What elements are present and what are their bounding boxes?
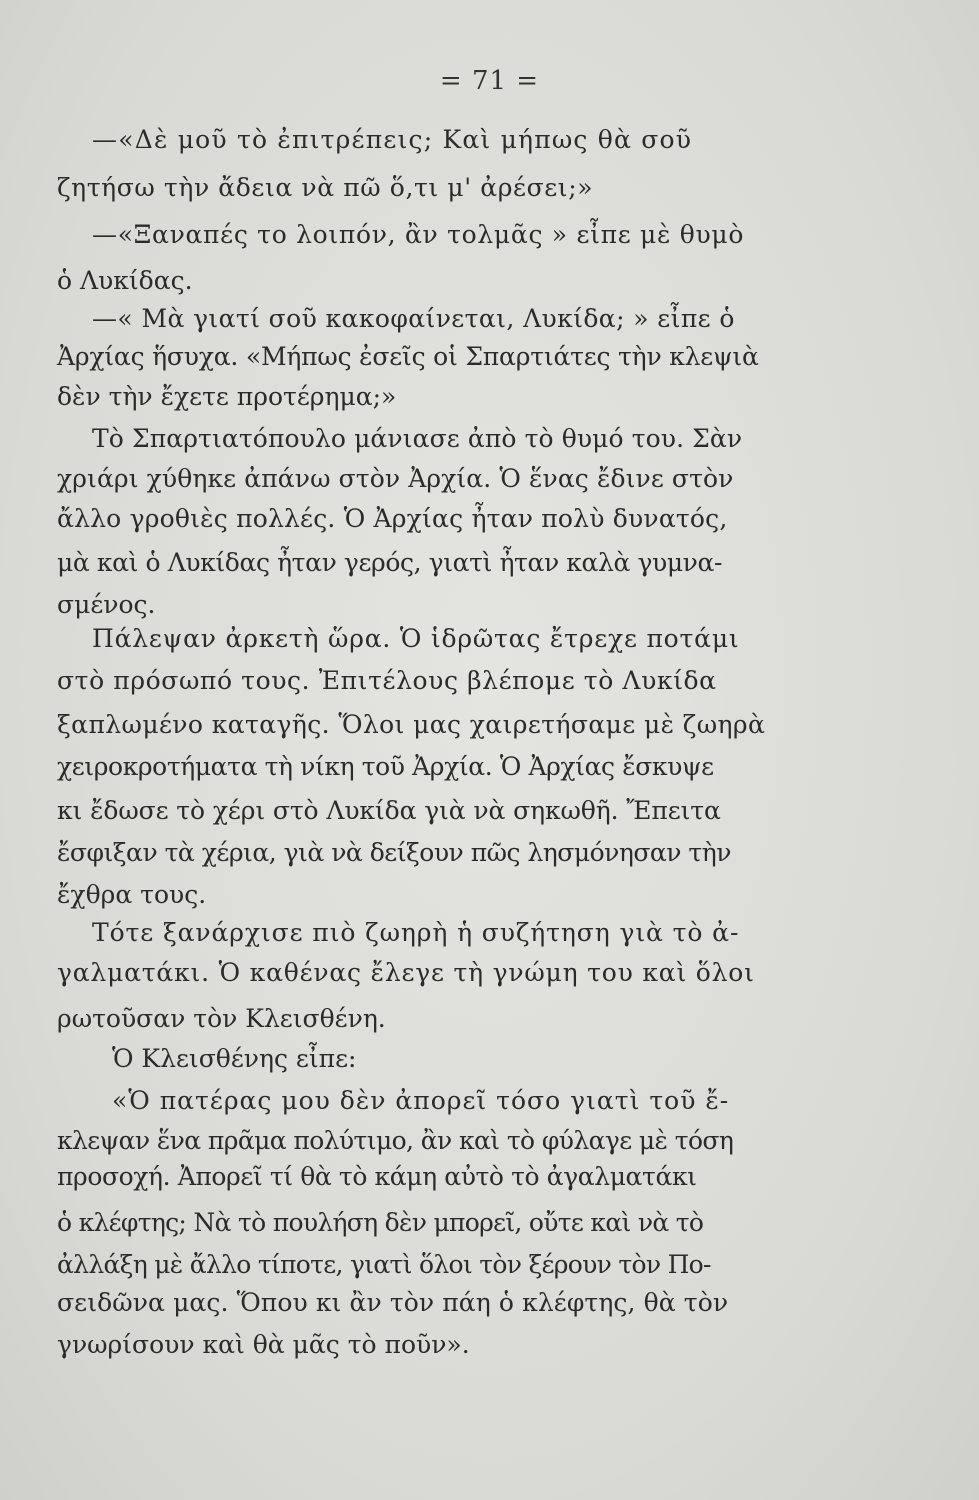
text-line: κι ἔδωσε τὸ χέρι στὸ Λυκίδα γιὰ νὰ σηκωθῆ. Ἔπειτα [57, 796, 721, 825]
text-line: ξαπλωμένο καταγῆς. Ὅλοι μας χαιρετήσαμε μὲ ζωηρὰ [57, 710, 766, 739]
text-line: ζητήσω τὴν ἄδεια νὰ πῶ ὅ,τι μ' ἀρέσει;» [57, 173, 594, 202]
text-line: Ὁ Κλεισθένης εἶπε: [112, 1044, 357, 1073]
text-line: —«Ξαναπές το λοιπόν, ἂν τολμᾶς » εἶπε μὲ θυμὸ [92, 220, 745, 249]
text-line: Ἀρχίας ἥσυχα. «Μήπως ἐσεῖς οἱ Σπαρτιάτες τὴν κλεψιὰ [57, 342, 759, 371]
text-line: ὁ Λυκίδας. [57, 266, 193, 295]
text-line: Τὸ Σπαρτιατόπουλο μάνιασε ἀπὸ τὸ θυμό του. Σὰν [92, 424, 743, 453]
text-line: σειδῶνα μας. Ὅπου κι ἂν τὸν πάη ὁ κλέφτης, θὰ τὸν [57, 1288, 729, 1317]
text-line: γαλματάκι. Ὁ καθένας ἔλεγε τὴ γνώμη του καὶ ὅλοι [57, 958, 755, 987]
text-line: —«Δὲ μοῦ τὸ ἐπιτρέπεις; Καὶ μήπως θὰ σοῦ [92, 125, 693, 154]
text-line: σμένος. [57, 590, 156, 619]
text-line: δὲν τὴν ἔχετε προτέρημα;» [57, 382, 397, 411]
text-line: ἀλλάξη μὲ ἄλλο τίποτε, γιατὶ ὅλοι τὸν ξέρουν τὸν Πο- [57, 1250, 711, 1279]
text-line: χριάρι χύθηκε ἀπάνω στὸν Ἀρχία. Ὁ ἕνας ἔδινε στὸν [57, 464, 734, 493]
text-line: γνωρίσουν καὶ θὰ μᾶς τὸ ποῦν». [57, 1330, 470, 1359]
text-line: χειροκροτήματα τὴ νίκη τοῦ Ἀρχία. Ὁ Ἀρχίας ἔσκυψε [57, 752, 714, 781]
text-line: Πάλεψαν ἀρκετὴ ὥρα. Ὁ ἱδρῶτας ἔτρεχε ποτάμι [92, 624, 740, 653]
text-line: Τότε ξανάρχισε πιὸ ζωηρὴ ἡ συζήτηση γιὰ τὸ ἀ- [92, 918, 740, 947]
page-number: = 71 = [439, 66, 540, 96]
text-line: ἔχθρα τους. [57, 880, 207, 909]
text-line: προσοχή. Ἀπορεῖ τί θὰ τὸ κάμη αὐτὸ τὸ ἀγαλματάκι [57, 1162, 697, 1191]
text-line: «Ὁ πατέρας μου δὲν ἀπορεῖ τόσο γιατὶ τοῦ ἔ- [112, 1086, 730, 1115]
text-line: στὸ πρόσωπό τους. Ἐπιτέλους βλέπομε τὸ Λυκίδα [57, 666, 717, 695]
text-line: ἔσφιξαν τὰ χέρια, γιὰ νὰ δείξουν πῶς λησμόνησαν τὴν [57, 838, 731, 867]
text-line: ρωτοῦσαν τὸν Κλεισθένη. [57, 1004, 386, 1033]
text-line: ὁ κλέφτης; Νὰ τὸ πουλήση δὲν μπορεῖ, οὔτε καὶ νὰ τὸ [57, 1208, 704, 1237]
text-line: ἄλλο γροθιὲς πολλές. Ὁ Ἀρχίας ἦταν πολὺ δυνατός, [57, 504, 728, 533]
text-line: μὰ καὶ ὁ Λυκίδας ἦταν γερός, γιατὶ ἦταν καλὰ γυμνα- [57, 548, 723, 577]
text-line: κλεψαν ἕνα πρᾶμα πολύτιμο, ἂν καὶ τὸ φύλαγε μὲ τόση [57, 1126, 734, 1155]
text-line: —« Μὰ γιατί σοῦ κακοφαίνεται, Λυκίδα; » εἶπε ὁ [92, 304, 735, 333]
